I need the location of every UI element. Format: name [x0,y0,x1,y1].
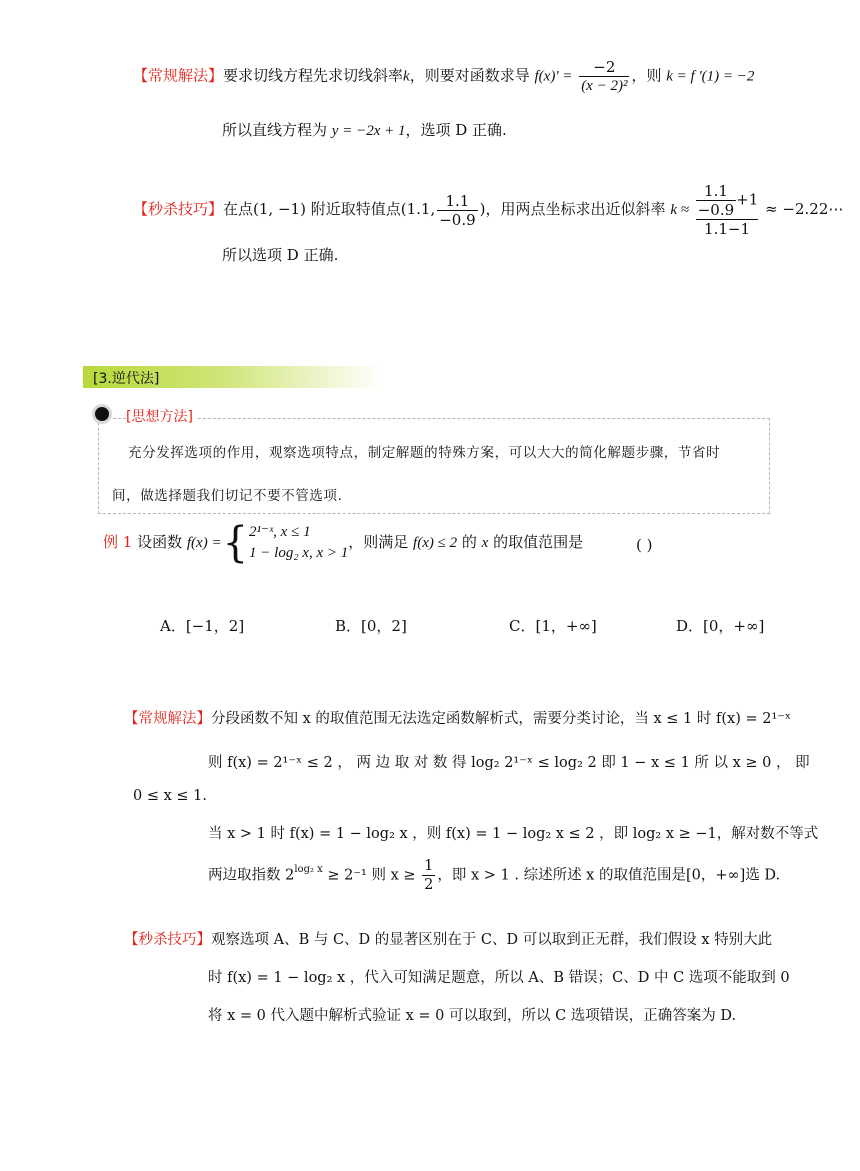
solution-line-1: 分段函数不知 x 的取值范围无法选定函数解析式，需要分类讨论，当 x ≤ 1 时 f(x) = 2¹⁻ˣ [211,711,792,727]
point2-post: ) [479,200,486,218]
text: 在点 [223,200,254,218]
case-2: 1 − log₂ x, x > 1 [249,545,349,561]
option-c: C．[1，+∞] [509,617,597,635]
variable-x: x [481,535,489,551]
inner-numerator: 1.1 [704,182,728,200]
method-box-line-2: 间，做选择题我们切记不要不管选项. [112,488,343,504]
answer-paren: ( ) [636,536,653,554]
approx-slope-fraction [696,182,759,238]
condition: f(x) ≤ 2 [413,535,458,551]
fraction-numerator: −2 [593,58,616,76]
text: 两边取指数 2 [208,867,295,884]
solution-line-2: 则 f(x) = 2¹⁻ˣ ≤ 2 ， 两 边 取 对 数 得 log₂ 2¹⁻ˣ ≤ log₂ 2 即 1 − x ≤ 1 所 以 x ≥ 0 ， 即 [208,755,810,771]
line-equation-line [222,119,507,140]
normal-method-block-1 [133,58,754,95]
trick-block-1 [133,182,843,238]
fraction-numerator: 1 [424,858,434,874]
plus-one: +1 [736,190,759,209]
fraction-denominator: (x − 2)² [581,78,628,94]
solution-line-3: 0 ≤ x ≤ 1. [133,788,207,804]
section-header [83,366,383,388]
text: ，则满足 [348,533,409,551]
method-label: 【常规解法】 [124,711,211,727]
derivative-lhs: f(x)' = [534,68,573,85]
approx-value: ≈ −2.22⋯ [765,200,844,218]
trick-line-2: 时 f(x) = 1 − log₂ x ，代入可知满足题意，所以 A、B 错误；C、D 中 C 选项不能取到 0 [208,970,790,986]
text: 的 [461,533,477,551]
text: ，则要对函数求导 [409,66,530,85]
piecewise-cases [249,522,348,564]
variable-k: k [403,68,410,85]
text: 设函数 [137,533,183,551]
text: 附近取特值点 [310,200,401,218]
option-d: D．[0，+∞] [676,617,765,635]
option-a: A．[−1，2] [160,617,245,635]
case-1: 2¹⁻ˣ, x ≤ 1 [249,524,311,540]
inner-fraction [696,182,736,219]
brace: { [222,518,249,568]
fraction-numerator [696,182,759,219]
trick-line-3: 将 x = 0 代入题中解析式验证 x = 0 可以取到，所以 C 选项错误，正确答案为 D. [208,1008,737,1024]
method-box-line-1: 充分发挥选项的作用，观察选项特点，制定解题的特殊方案，可以大大的简化解题步骤，节省时 [128,445,721,461]
half-fraction [422,857,435,894]
exponent: log₂ x [294,863,323,875]
fraction-numerator: 1.1 [445,191,470,210]
example-label: 例 1 [103,533,133,551]
fraction-denominator: −0.9 [439,210,476,229]
derivative-fraction [579,58,629,95]
text: ，用两点坐标求出近似斜率 [485,200,666,218]
slope-result: k = f '(1) = −2 [666,68,755,85]
bullet-dot-icon [95,407,109,421]
point: (1, −1) [253,200,306,218]
trick-label: 【秒杀技巧】 [133,200,224,218]
fraction-denominator: 2 [424,877,434,893]
text: ，即 x > 1 . 综述所述 x 的取值范围是[0，+∞]选 D. [437,867,781,884]
text: ≥ 2⁻¹ 则 x ≥ [322,867,416,884]
inner-denominator: −0.9 [697,201,735,219]
method-label: 【常规解法】 [133,66,224,85]
method-box-label: [思想方法] [126,406,197,426]
normal-method-block-2 [124,707,791,728]
text: 要求切线方程先求切线斜率 [223,66,404,85]
trick-block-2 [124,928,772,949]
section-title: [3.逆代法] [93,371,160,387]
trick-line-1: 观察选项 A、B 与 C、D 的显著区别在于 C、D 可以取到正无群，我们假设 x 特别大此 [211,932,773,948]
line-equation: y = −2x + 1 [331,123,406,139]
text: ，则 [631,66,662,85]
approx-k: k ≈ [670,202,689,218]
text: 的取值范围是 [493,533,584,551]
example-1-question [103,518,584,568]
point2-fraction [437,192,477,229]
solution-line-5 [208,857,780,894]
text: ，选项 D 正确. [405,121,507,139]
text: 所以直线方程为 [222,121,328,139]
trick-conclusion: 所以选项 D 正确. [222,246,339,264]
option-b: B．[0，2] [335,617,407,635]
point2-pre: (1.1, [400,200,436,218]
function-lhs: f(x) = [186,535,222,551]
solution-line-4: 当 x > 1 时 f(x) = 1 − log₂ x ，则 f(x) = 1 − log₂ x ≤ 2 ，即 log₂ x ≥ −1，解对数不等式 [208,826,819,842]
fraction-denominator: 1.1−1 [696,219,759,238]
trick-label: 【秒杀技巧】 [124,932,211,948]
